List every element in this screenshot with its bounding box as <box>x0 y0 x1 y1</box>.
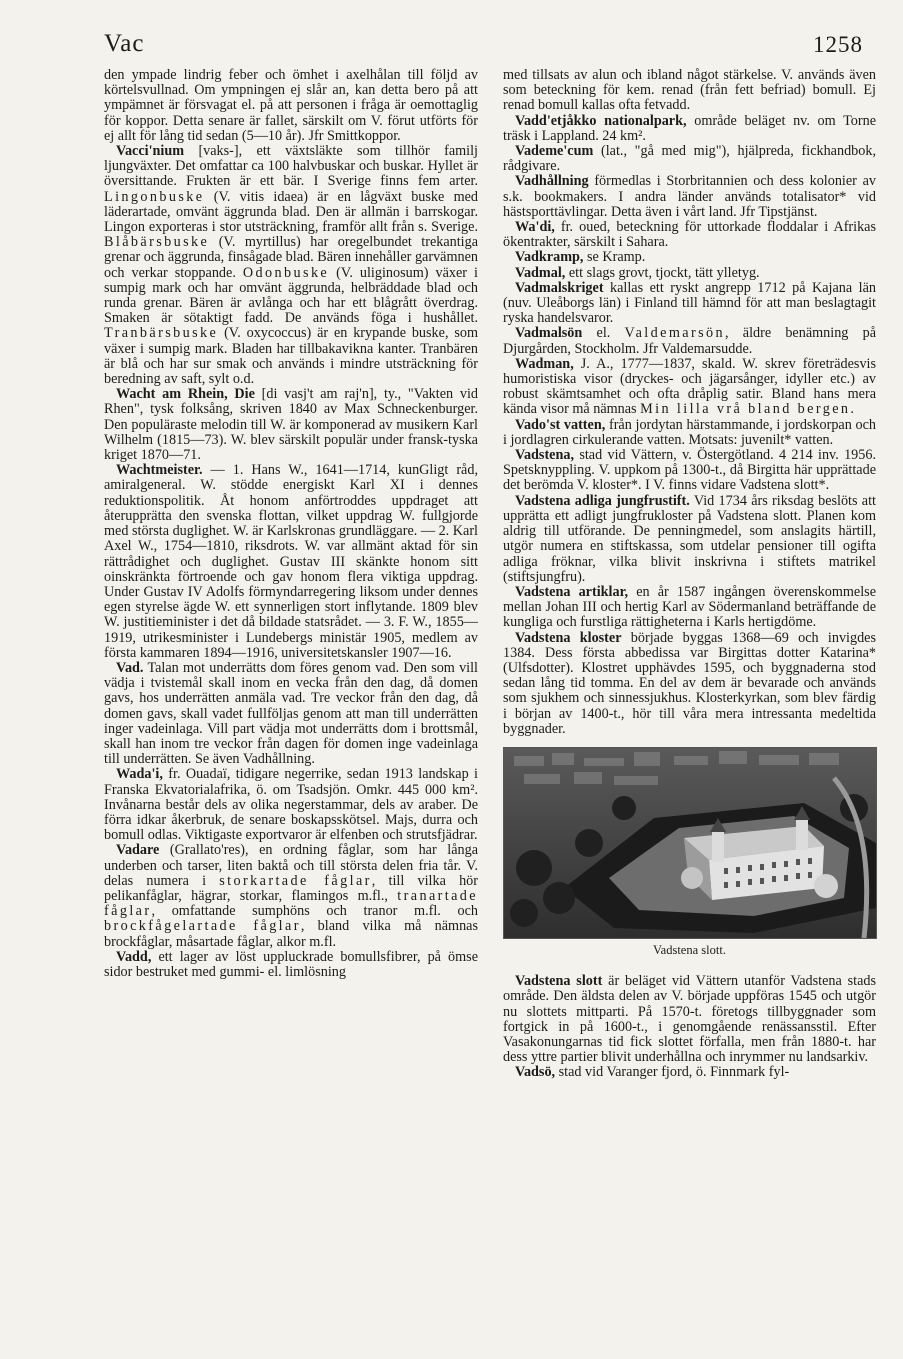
entry <box>104 843 478 949</box>
entry-text: se Kramp. <box>583 249 646 266</box>
entry-text: stad vid Vättern, v. Östergötland. 4 214 inv. 1956. Spetsknyppling. V. uppkom på 1300-t., då Birgitta här upprättade det berömda V. kloster*. I V. finns vidare Vadstena slott*. <box>503 447 876 494</box>
running-head: Vac <box>104 30 145 57</box>
entry-headword: Vado'st vatten, <box>515 416 606 433</box>
entry-headword: Vadd, <box>116 948 152 965</box>
entry-headword: Vadmal, <box>515 264 566 281</box>
entry-text: — 1. Hans W., 1641—1714, kunGligt råd, amiralgeneral. W. stödde energiskt Karl XI i dennes reduktionspolitik. Åt honom anförtroddes uppdraget att återupprätta den svenska flottan, vilket uppdrag W. fullgjorde med största duglighet. W. är Karlskronas grundläggare. — 2. Karl Axel W., 1754—1810, riksdrots. W. var allmänt aktad för sin rättrådighet och duglighet. Gustav III skänkte honom sitt oinskränkta förtroende och gav honom flera viktiga uppdrag. Under Gustav IV Adolfs förmyndarregering liksom under dennes egen styrelse ägde W. ett synnerligen stort inflytande. 1809 blev W. justitieminister i det då bildade statsrådet. — 3. F. W., 1855—1919, utrikesminister i Lundebergs ministär 1905, medlem av första kammaren 1894—1916, universitetskansler 1907—16. <box>104 462 478 661</box>
entry-spaced-term: brockfågelartade fåglar <box>104 918 301 935</box>
entry-text: , bland vilka må nämnas brockfåglar, måsartade fåglar, alkor m.fl. <box>104 918 479 950</box>
entry-text: (Grallato'res), en ordning fåglar, som har långa underben och tarser, liten baktå och till största delen fria tår. V. delas numera i <box>104 842 478 889</box>
vadstena-castle-photo <box>503 747 877 939</box>
entry-text: Talan mot underrätts dom föres genom vad. Den som vill vädja i tvistemål skall inom en vecka från den dag, då domen gavs, hos underrätten anmäla vad. Tre veckor från den dag, då domen gavs, skall vadet fullföljas genom att man till underrätten inger vadeinlaga. Vill part vädja mot underrätts dom i brottsmål, skall han inom tre veckor från dagen för domen inge vadeinlaga till underrätten. Se även Vadhållning. <box>104 659 478 768</box>
entry-text: en år 1587 ingången överenskommelse mellan Johan III och hertig Karl av Södermanland beträffande de kungliga och furstliga rättigheterna i Karls hertigdöme. <box>503 583 876 631</box>
entry-text: (V. oxycoccus) är en krypande buske, som växer i sumpig mark. Bladen har tillbakavikna kanter. Tranbären är blå och har sur smak och används i mindre utsträckning för beredning av saft, sylt o.d. <box>104 325 478 388</box>
entry <box>503 220 876 250</box>
entry-headword: Vadhållning <box>515 173 589 190</box>
entry-spaced-term: Lingonbuske <box>104 188 205 205</box>
entry-headword: Vadstena adliga jungfrustift. <box>515 492 690 509</box>
entry-spaced-term: Tranbärsbuske <box>104 325 219 342</box>
entry-text: , omfattande sumphöns och tranor m.fl. och <box>151 903 478 920</box>
entry-headword: Vadd'etjåkko nationalpark, <box>515 112 687 129</box>
entry-spaced-term: tranartade fåglar <box>104 887 478 920</box>
entry <box>503 68 876 114</box>
entry <box>503 585 876 631</box>
entry <box>503 974 876 1065</box>
entry-headword: Wada'i, <box>116 766 163 783</box>
entry-text: J. A., 1777—1837, skald. W. skrev företrädesvis humoristiska visor (dryckes- och jägarsånger, idyller etc.) av robust skämtsamhet och ofta dråplig satir. Bland hans mera kända visor må nämnas <box>503 355 876 418</box>
entry-text: fr. Ouadaï, tidigare negerrike, sedan 1913 landskap i Franska Ekvatorialafrika, ö. om Tsadsjön. Omkr. 445 000 km². Invånarna består dels av olika negerstammar, dels av araber. De förra idkar åkerbruk, de senare boskapsskötsel. Majs, durra och bomull odlas. Viktigaste exportvaror är elfenben och strutsfjädrar. <box>104 766 478 844</box>
entry-headword: Vadstena artiklar, <box>515 583 629 600</box>
entry-text: från jordytan härstammande, i jordskorpan och i jordlagren cirkulerande vatten. Motsats: juvenilt* vatten. <box>503 416 876 448</box>
entry-spaced-term: Odonbuske <box>242 264 330 281</box>
entry-headword: Wacht am Rhein, Die <box>116 386 255 403</box>
entry <box>503 418 876 448</box>
entry-text: [vaks-], ett växtsläkte som tillhör familj ljungväxter. Det omfattar ca 100 halvbuskar och buskar. Hyllet är översittande. Frukten är ett bär. I Sverige finns fem arter. <box>104 143 478 190</box>
entry <box>503 174 876 220</box>
entry-spaced-term: Min lilla vrå bland bergen <box>640 401 851 418</box>
entry-headword: Wachtmeister. <box>116 462 203 479</box>
entry-text: kallas ett ryskt angrepp 1712 på Kajana län (nuv. Uleåborgs län) i Finland till hämnd för att man beslagtagit ryska handelsvaror. <box>503 279 876 327</box>
entry-text: Vid 1734 års riksdag beslöts att upprätta ett adligt jungfrukloster på Vadstena slott. Planen kom aldrig till utförande. De penningmedel, som anslagits härtill, utgör numera en stiftskassa, som utdelar pensioner till ogifta adliga fröknar, vilka blivit inskrivna i stiftets matrikel (stiftsjungfru). <box>503 492 876 585</box>
entry <box>104 661 478 767</box>
right-column <box>503 68 876 1081</box>
entry-headword: Wa'di, <box>515 219 555 236</box>
entry-text: , till vilka hör pelikanfåglar, hägrar, storkar, flamingos m.fl., <box>104 872 478 904</box>
entry-headword: Vad. <box>116 659 144 676</box>
entry <box>104 144 478 387</box>
entry <box>503 448 876 494</box>
entry-headword: Vadmalsön <box>515 325 583 342</box>
entry-text: (V. vitis idaea) är en lågväxt buske med läderartade, omvänt äggrunda blad. Den är allmän i barrskogar. Lingon exporteras i stor utsträckning, framför allt från s. Sverige. <box>104 188 478 236</box>
entry <box>104 767 478 843</box>
entry-headword: Vadmalskriget <box>515 279 604 296</box>
right-column-entries-after <box>503 974 876 1080</box>
right-column-entries <box>503 68 876 737</box>
page-number: 1258 <box>813 32 863 57</box>
entry-text: (V. myrtillus) har oregelbundet trekantiga grenar och äggrunda, finsågade blad. Bären innehåller garvämnen och verkar stoppande. <box>104 234 478 281</box>
entry-text: . <box>850 401 854 418</box>
entry <box>104 387 478 463</box>
entry-text: (lat., "gå med mig"), hjälpreda, fickhandbok, rådgivare. <box>503 143 876 175</box>
entry-spaced-term: Blåbärsbuske <box>104 234 210 251</box>
entry-headword: Vadare <box>116 842 160 859</box>
entry-headword: Vadstena, <box>515 447 575 464</box>
entry-headword: Vacci'nium <box>116 143 185 160</box>
entry-text: började byggas 1368—69 och invigdes 1384. Dess första abbedissa var Birgittas dotter Katarina* (Ulfsdotter). Klostret upphävdes 1595, och byggnaderna stod sedan lång tid tomma. En del av dem är bevarade och används som sjukhem och sinnessjukhus. Klosterkyrkan, som blev färdig i början av 1400-t., hör till våra mera intressanta medeltida byggnader. <box>503 629 876 737</box>
entry <box>503 1065 876 1080</box>
entry-text: , äldre benämning på Djurgården, Stockholm. Jfr Valdemarsudde. <box>503 325 876 357</box>
entry <box>104 950 478 980</box>
entry <box>503 281 876 327</box>
entry-text: är beläget vid Vättern utanför Vadstena stads område. Den äldsta delen av V. började uppföras 1545 och utgör nu slottets mittparti. På 1570-t. företogs tillbyggnader som fortgick in på 1600-t., i genomgående renässansstil. Efter Vasakonungarnas tid fick slottet förfalla, men från 1880-t. har dess yttre partier blivit underhållna och inrymmer nu landsarkiv. <box>503 973 877 1066</box>
entry <box>104 68 478 144</box>
entry-text: med tillsats av alun och ibland något stärkelse. V. används även som beteckning för kem. renad (från fett befriad) bomull. Ej renad bomull kallas ofta fetvadd. <box>503 67 876 114</box>
entry-headword: Vadstena kloster <box>515 629 622 646</box>
entry-text: stad vid Varanger fjord, ö. Finnmark fyl- <box>555 1064 790 1081</box>
entry-headword: Vadstena slott <box>515 973 603 990</box>
entry <box>503 326 876 356</box>
entry <box>503 631 876 737</box>
entry <box>503 114 876 144</box>
left-column <box>104 68 478 980</box>
entry-text: ett lager av löst uppluckrade bomullsfibrer, på ömse sidor bestruket med gummi- el. limlösning <box>104 948 478 980</box>
entry <box>503 357 876 418</box>
photo-caption: Vadstena slott. <box>653 942 726 957</box>
entry-text: förmedlas i Storbritannien och dess kolonier av s.k. bookmakers. I andra länder används totalisator* vid hästsporttävlingar. Detta även i vårt land. Jfr Tipstjänst. <box>503 173 876 220</box>
entry-text: [di vasj't am raj'n], ty., "Vakten vid Rhen", tysk folksång, skriven 1840 av Max Schneckenburger. Den populäraste melodin till W. är komponerad av musikern Karl Wilhelm (1815—73). W. blev särskilt populär under fransk-tyska kriget 1870—71. <box>104 386 478 464</box>
entry-text: den ympade lindrig feber och ömhet i axelhålan till följd av körtelsvullnad. Om ympningen ej slår an, kan detta bero på att ympämnet är försvagat el. på att personen i fråga är oemottaglig för koppor. Detta senare är fallet, särskilt om V. förut utförts för ej allt för lång tid sedan (5—10 år). Jfr Smittkoppor. <box>104 67 478 144</box>
entry-spaced-term: storkartade fåglar <box>219 872 372 889</box>
entry <box>503 266 876 281</box>
entry <box>503 144 876 174</box>
entry-spaced-term: Valdemarsön <box>624 325 725 342</box>
entry-text: område beläget nv. om Torne träsk i Lappland. 24 km². <box>503 112 876 144</box>
entry-headword: Wadman, <box>515 355 574 372</box>
entry <box>104 463 478 661</box>
entry <box>503 250 876 265</box>
entry-text: fr. oued, beteckning för uttorkade floddalar i Afrikas ökentrakter, särskilt i Sahara. <box>503 219 876 251</box>
entry-text: (V. uliginosum) växer i sumpig mark och har omvänt äggrunda, helbräddade blad och runda grenar. Bären är avlånga och har ett blågrått överdrag. Smaken är sötaktigt fadd. De används föga i hushållet. <box>104 264 478 327</box>
entry-headword: Vadkramp, <box>515 249 584 266</box>
entry-headword: Vadsö, <box>515 1064 556 1081</box>
entry-text: el. <box>582 325 625 342</box>
entry-headword: Vademe'cum <box>515 143 594 160</box>
entry <box>503 494 876 585</box>
entry-text: ett slags grovt, tjockt, tätt ylletyg. <box>565 264 760 281</box>
